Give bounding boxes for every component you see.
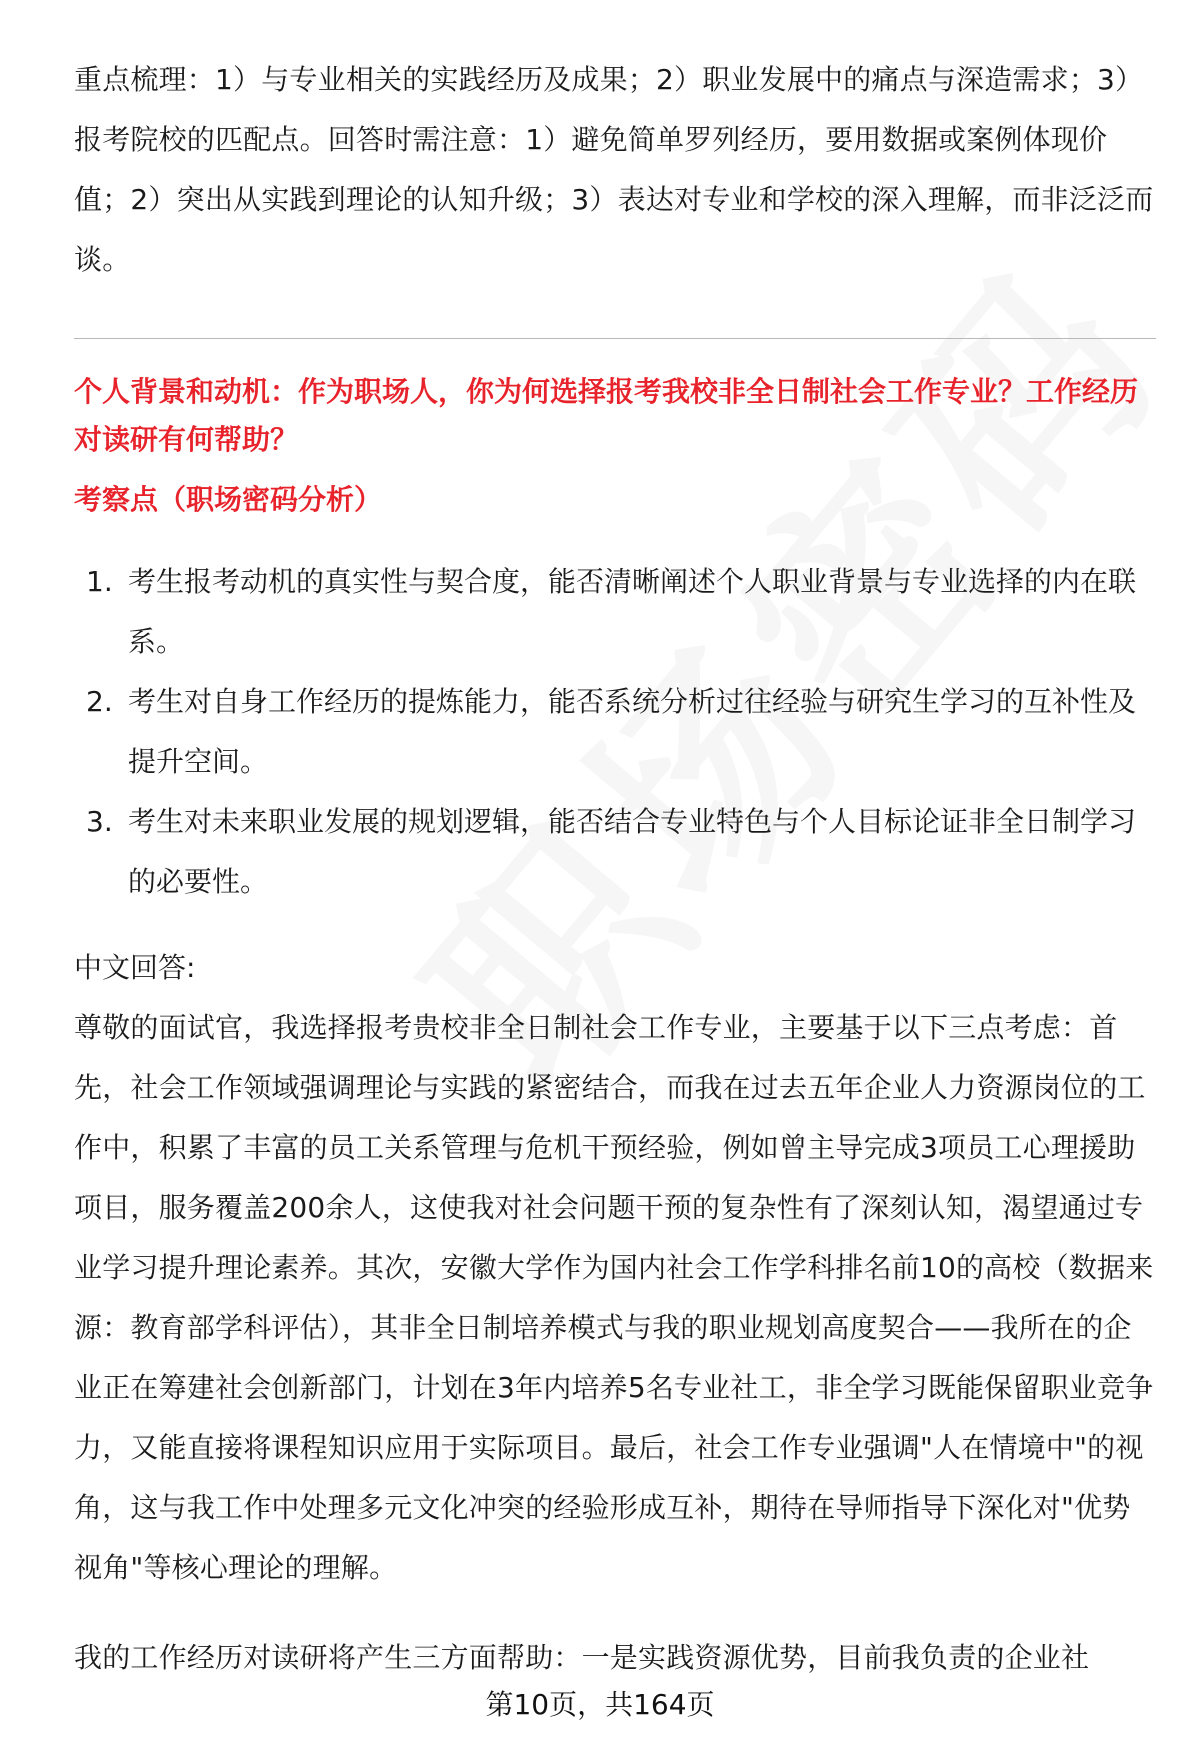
list-item-text: 考生报考动机的真实性与契合度，能否清晰阐述个人职业背景与专业选择的内在联系。: [128, 565, 1137, 658]
page-number: 第10页，共164页: [485, 1688, 715, 1721]
list-item-text: 考生对自身工作经历的提炼能力，能否系统分析过往经验与研究生学习的互补性及提升空间。: [128, 685, 1137, 778]
assessment-points-list: [74, 552, 1154, 912]
document-page: [74, 0, 1154, 1755]
question-title: 个人背景和动机：作为职场人，你为何选择报考我校非全日制社会工作专业？工作经历对读研有何帮助？: [74, 375, 1139, 456]
answer-paragraph-continued: 我的工作经历对读研将产生三方面帮助：一是实践资源优势，目前我负责的企业社: [74, 1641, 1090, 1674]
intro-paragraph: 重点梳理：1）与专业相关的实践经历及成果；2）职业发展中的痛点与深造需求；3）报考院校的匹配点。回答时需注意：1）避免简单罗列经历，要用数据或案例体现价值；2）突出从实践到理论的认知升级；3）表达对专业和学校的深入理解，而非泛泛而谈。: [74, 63, 1154, 276]
list-item-text: 考生对未来职业发展的规划逻辑，能否结合专业特色与个人目标论证非全日制学习的必要性。: [128, 805, 1137, 898]
section-divider: [74, 338, 1156, 339]
assessment-points-heading: 考察点（职场密码分析）: [74, 483, 383, 516]
list-item: [74, 672, 1154, 792]
list-item: [74, 792, 1154, 912]
list-item: [74, 552, 1154, 672]
answer-paragraph: 尊敬的面试官，我选择报考贵校非全日制社会工作专业，主要基于以下三点考虑：首先，社会工作领域强调理论与实践的紧密结合，而我在过去五年企业人力资源岗位的工作中，积累了丰富的员工关系管理与危机干预经验，例如曾主导完成3项员工心理援助项目，服务覆盖200余人，这使我对社会问题干预的复杂性有了深刻认知，渴望通过专业学习提升理论素养。其次，安徽大学作为国内社会工作学科排名前10的高校（数据来源：教育部学科评估），其非全日制培养模式与我的职业规划高度契合——我所在的企业正在筹建社会创新部门，计划在3年内培养5名专业社工，非全学习既能保留职业竞争力，又能直接将课程知识应用于实际项目。最后，社会工作专业强调"人在情境中"的视角，这与我工作中处理多元文化冲突的经验形成互补，期待在导师指导下深化对"优势视角"等核心理论的理解。: [74, 1011, 1154, 1584]
answer-label: 中文回答:: [74, 951, 196, 984]
list-item-number: 3.: [86, 805, 113, 838]
list-item-number: 1.: [86, 565, 113, 598]
list-item-number: 2.: [86, 685, 113, 718]
